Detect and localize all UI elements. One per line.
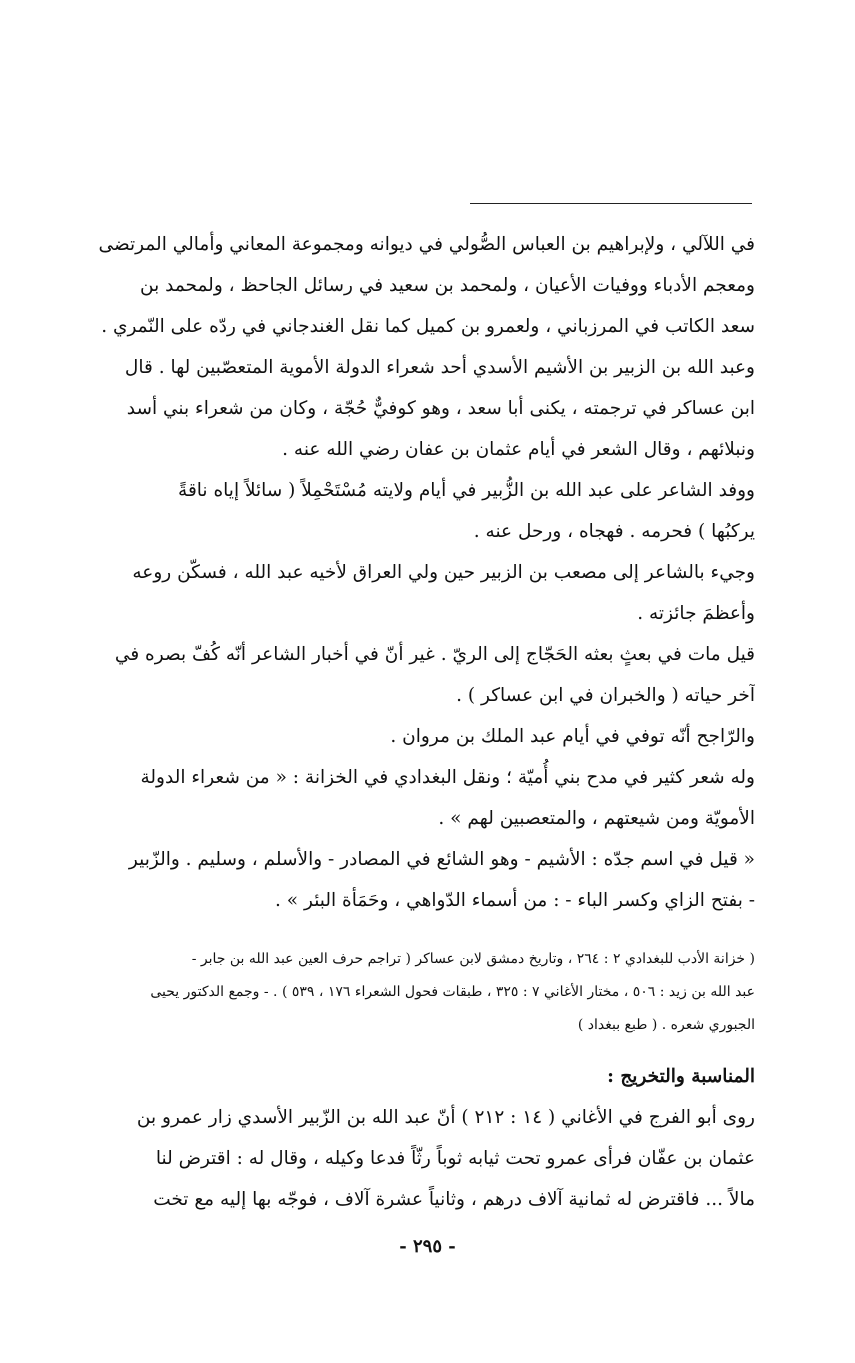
footnote-block bbox=[72, 943, 755, 1042]
text-line: عثمان بن عفّان فرأى عمرو تحت ثيابه ثوباً رثّاً فدعا وكيله ، وقال له : اقترض لنا bbox=[155, 1148, 755, 1169]
text-line: « قيل في اسم جدّه : الأشيم - وهو الشائع في المصادر - والأسلم ، وسليم . والزّبير bbox=[128, 849, 755, 870]
section-heading: المناسبة والتخريج : bbox=[607, 1066, 755, 1087]
text-line: ونبلائهم ، وقال الشعر في أيام عثمان بن عفان رضي الله عنه . bbox=[282, 439, 755, 460]
text-line: يركبُها ) فحرمه . فهجاه ، ورحل عنه . bbox=[473, 521, 755, 542]
text-line: ومعجم الأدباء ووفيات الأعيان ، ولمحمد بن سعيد في رسائل الجاحظ ، ولمحمد بن bbox=[140, 275, 755, 296]
top-divider-rule bbox=[470, 203, 752, 204]
text-line: قيل مات في بعثٍ بعثه الحَجّاج إلى الريّ . غير أنّ في أخبار الشاعر أنّه كُفّ بصره في bbox=[114, 644, 755, 665]
text-line: آخر حياته ( والخبران في ابن عساكر ) . bbox=[456, 685, 755, 706]
text-line: ابن عساكر في ترجمته ، يكنى أبا سعد ، وهو كوفيٌّ حُجّة ، وكان من شعراء بني أسد bbox=[126, 398, 755, 419]
text-line: وعبد الله بن الزبير بن الأشيم الأسدي أحد شعراء الدولة الأموية المتعصّبين لها . قال bbox=[124, 357, 755, 378]
text-line: روى أبو الفرج في الأغاني ( ١٤ : ٢١٢ ) أنّ عبد الله بن الزّبير الأسدي زار عمرو بن bbox=[136, 1107, 755, 1128]
text-line: وأعظمَ جائزته . bbox=[637, 603, 755, 624]
section-block bbox=[72, 1056, 755, 1220]
text-line: ووفد الشاعر على عبد الله بن الزُّبير في أيام ولايته مُسْتَحْمِلاً ( سائلاً إياه ناقةً bbox=[178, 480, 755, 501]
text-line: - بفتح الزاي وكسر الباء - : من أسماء الدّواهي ، وحَمَأة البئر » . bbox=[275, 890, 755, 911]
text-line: وله شعر كثير في مدح بني أُميّة ؛ ونقل البغدادي في الخزانة : « من شعراء الدولة bbox=[140, 767, 755, 788]
text-line: سعد الكاتب في المرزباني ، ولعمرو بن كميل كما نقل الغندجاني في ردّه على النّمري . bbox=[101, 316, 755, 337]
text-line: والرّاجح أنّه توفي في أيام عبد الملك بن مروان . bbox=[390, 726, 755, 747]
text-line: مالاً ... فاقترض له ثمانية آلاف درهم ، وثانياً عشرة آلاف ، فوجّه بها إليه مع تخت bbox=[153, 1189, 755, 1210]
main-text-block bbox=[72, 224, 755, 921]
text-line: في اللآلي ، ولإبراهيم بن العباس الصُّولي في ديوانه ومجموعة المعاني وأمالي المرتضى bbox=[98, 234, 755, 255]
text-line: وجيء بالشاعر إلى مصعب بن الزبير حين ولي العراق لأخيه عبد الله ، فسكّن روعه bbox=[132, 562, 755, 583]
text-line: الأمويّة ومن شيعتهم ، والمتعصبين لهم » . bbox=[438, 808, 755, 829]
footnote-line: عبد الله بن زيد : ٥٠٦ ، مختار الأغاني ٧ : ٣٢٥ ، طبقات فحول الشعراء ١٧٦ ، ٥٣٩ ) . - وجمع الدكتور يحيى bbox=[150, 984, 755, 1000]
page-number: - ٢٩٥ - bbox=[399, 1236, 456, 1257]
footnote-line: الجبوري شعره . ( طبع ببغداد ) bbox=[577, 1017, 755, 1033]
footnote-line: ( خزانة الأدب للبغدادي ٢ : ٢٦٤ ، وتاريخ دمشق لابن عساكر ( تراجم حرف العين عبد الله بن جابر - bbox=[191, 951, 755, 967]
